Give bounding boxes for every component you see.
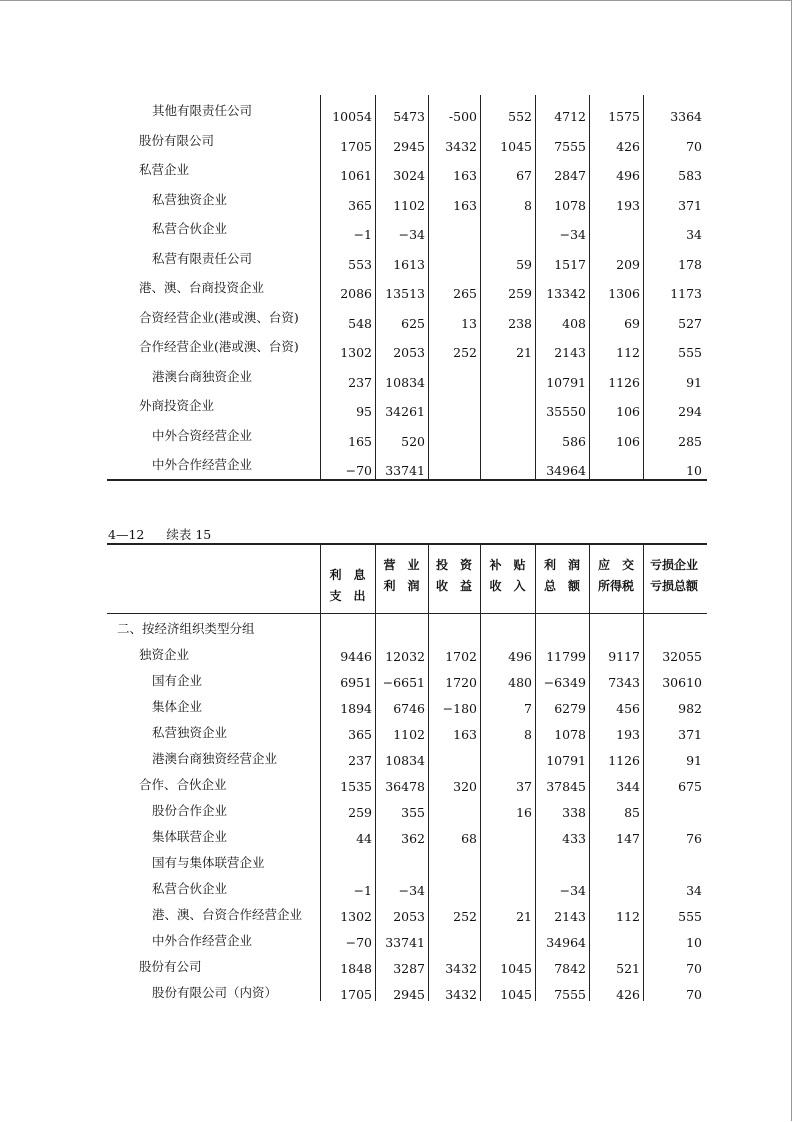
value-cell: 1705 <box>340 138 372 154</box>
table-row <box>107 745 705 771</box>
value-cell: 34 <box>686 883 702 898</box>
value-cell: 371 <box>678 727 702 742</box>
value-cell: 259 <box>508 286 532 301</box>
value-cell: 13513 <box>385 286 425 301</box>
value-cell: 252 <box>453 909 477 924</box>
row-label: 中外合作经营企业 <box>152 457 253 472</box>
value-cell <box>589 451 643 481</box>
value-cell <box>480 875 535 901</box>
column-header-line2: 支 出 <box>329 589 366 603</box>
row-label: 外商投资企业 <box>139 398 215 413</box>
column-header <box>375 555 428 597</box>
value-cell: 1302 <box>340 345 372 360</box>
value-cell: 2847 <box>554 168 586 183</box>
value-cell <box>428 927 480 953</box>
value-cell: 2053 <box>393 909 425 924</box>
value-cell: 178 <box>678 256 702 272</box>
table-row <box>107 849 705 875</box>
value-cell: 496 <box>508 649 532 664</box>
table-row <box>107 875 705 901</box>
column-header-line1: 亏损企业 <box>649 558 698 572</box>
value-cell: 9446 <box>340 649 372 664</box>
row-label: 私营合伙企业 <box>152 881 228 896</box>
value-cell: 1126 <box>608 374 640 390</box>
value-cell: 3432 <box>445 138 477 154</box>
value-cell: 1702 <box>445 649 477 664</box>
value-cell <box>428 849 480 875</box>
value-cell: 2143 <box>554 909 586 924</box>
value-cell: 85 <box>624 805 640 820</box>
table-row <box>107 304 705 334</box>
row-label: 私营独资企业 <box>152 725 228 740</box>
value-cell: 1306 <box>608 286 640 301</box>
value-cell: −1 <box>353 883 372 898</box>
value-cell: 68 <box>461 831 477 846</box>
value-cell: 237 <box>348 374 372 390</box>
column-header <box>320 565 375 607</box>
value-cell <box>480 849 535 875</box>
value-cell: 2086 <box>340 286 372 301</box>
table-row <box>107 392 705 422</box>
value-cell: 35550 <box>546 404 586 419</box>
value-cell: 1102 <box>393 197 425 213</box>
value-cell: 371 <box>678 197 702 213</box>
value-cell: −34 <box>398 227 425 242</box>
value-cell: 1045 <box>500 961 532 976</box>
value-cell: 7 <box>524 701 532 716</box>
row-label: 股份有公司 <box>139 959 202 974</box>
value-cell <box>428 392 480 422</box>
value-cell: 265 <box>453 286 477 301</box>
value-cell: 10791 <box>546 753 586 768</box>
value-cell: 32055 <box>662 649 702 664</box>
column-header <box>428 555 480 597</box>
value-cell: 365 <box>348 197 372 213</box>
value-cell: 6746 <box>393 701 425 716</box>
value-cell: 112 <box>616 909 640 924</box>
value-cell: 3287 <box>393 961 425 976</box>
value-cell: 10 <box>686 935 702 950</box>
row-label: 港澳台商独资企业 <box>152 368 253 384</box>
value-cell: −180 <box>442 701 477 716</box>
value-cell: 238 <box>508 315 532 331</box>
row-label: 国有与集体联营企业 <box>152 855 265 870</box>
table-row <box>107 215 705 245</box>
column-header <box>480 555 535 597</box>
value-cell: 193 <box>616 727 640 742</box>
value-cell: 7343 <box>608 675 640 690</box>
value-cell <box>589 875 643 901</box>
value-cell: 1535 <box>340 779 372 794</box>
value-cell: −34 <box>559 227 586 242</box>
value-cell: 21 <box>516 909 532 924</box>
row-label: 集体企业 <box>152 699 203 714</box>
value-cell: 625 <box>401 315 425 331</box>
value-cell: 33741 <box>385 935 425 950</box>
value-cell: 165 <box>348 433 372 449</box>
value-cell: 106 <box>616 433 640 449</box>
value-cell <box>643 797 705 823</box>
table-row <box>107 451 705 481</box>
value-cell <box>480 615 535 641</box>
value-cell: 91 <box>686 753 702 768</box>
value-cell: 1848 <box>340 961 372 976</box>
value-cell <box>480 451 535 481</box>
value-cell: 34964 <box>546 463 586 478</box>
value-cell: 252 <box>453 345 477 360</box>
table-row <box>107 719 705 745</box>
row-label: 合资经营企业(港或澳、台资) <box>139 309 299 325</box>
value-cell: 1045 <box>500 987 532 1002</box>
value-cell: 8 <box>524 197 532 213</box>
value-cell: 4712 <box>554 109 586 124</box>
value-cell <box>589 215 643 245</box>
value-cell: 586 <box>562 433 586 449</box>
value-cell: 285 <box>678 433 702 449</box>
table-row <box>107 771 705 797</box>
row-label: 股份有限公司（内资） <box>152 985 278 1000</box>
column-header <box>643 555 705 597</box>
value-cell: 34261 <box>385 404 425 419</box>
value-cell: 30610 <box>662 675 702 690</box>
table-row <box>107 797 705 823</box>
row-label: 港、澳、台资合作经营企业 <box>152 907 303 922</box>
column-header-line1: 利 息 <box>329 568 366 582</box>
value-cell <box>480 823 535 849</box>
row-label: 合作经营企业(港或澳、台资) <box>139 339 299 354</box>
value-cell: 1705 <box>340 987 372 1002</box>
value-cell <box>480 745 535 771</box>
value-cell: 521 <box>616 961 640 976</box>
value-cell: 320 <box>453 779 477 794</box>
column-header-line2: 亏损总额 <box>649 579 698 593</box>
row-label: 港、澳、台商投资企业 <box>139 280 265 295</box>
value-cell: 553 <box>348 256 372 272</box>
value-cell: 21 <box>516 345 532 360</box>
column-header-line1: 利 润 <box>543 558 580 572</box>
table-row <box>107 927 705 953</box>
table-row <box>107 615 705 641</box>
value-cell: 16 <box>516 805 532 820</box>
value-cell: 10054 <box>332 109 372 124</box>
table-row <box>107 97 705 127</box>
value-cell: 76 <box>686 831 702 846</box>
column-header-line2: 收 入 <box>489 579 526 593</box>
row-label: 私营有限责任公司 <box>152 250 253 266</box>
column-header-line1: 应 交 <box>597 558 634 572</box>
table-caption <box>108 525 211 543</box>
value-cell: 1126 <box>608 753 640 768</box>
column-header-line1: 投 资 <box>435 558 472 572</box>
row-label: 独资企业 <box>139 647 190 662</box>
value-cell: 480 <box>508 675 532 690</box>
value-cell <box>480 392 535 422</box>
value-cell <box>428 745 480 771</box>
value-cell <box>535 849 589 875</box>
column-header-line2: 总 额 <box>543 579 580 593</box>
value-cell: −1 <box>353 227 372 242</box>
row-label: 国有企业 <box>152 673 203 688</box>
value-cell <box>480 422 535 452</box>
header-rule <box>107 613 707 614</box>
value-cell: 209 <box>616 256 640 272</box>
value-cell: 1613 <box>393 256 425 272</box>
value-cell: 34964 <box>546 935 586 950</box>
value-cell <box>643 615 705 641</box>
table-row <box>107 274 705 304</box>
value-cell: 344 <box>616 779 640 794</box>
value-cell: 37845 <box>546 779 586 794</box>
table-number: 4—12 <box>108 527 145 542</box>
value-cell: 36478 <box>385 779 425 794</box>
value-cell: 193 <box>616 197 640 213</box>
value-cell <box>320 849 375 875</box>
value-cell: 69 <box>624 315 640 331</box>
table-row <box>107 953 705 979</box>
value-cell: 583 <box>678 168 702 183</box>
row-label: 私营独资企业 <box>152 191 228 207</box>
value-cell <box>589 615 643 641</box>
value-cell: 163 <box>453 727 477 742</box>
value-cell: 3432 <box>445 961 477 976</box>
value-cell: 34 <box>686 227 702 242</box>
value-cell <box>428 215 480 245</box>
value-cell: 7842 <box>554 961 586 976</box>
table-row <box>107 363 705 393</box>
column-header-line1: 营 业 <box>383 558 420 572</box>
value-cell: −70 <box>345 935 372 950</box>
value-cell: 552 <box>508 109 532 124</box>
value-cell: -500 <box>448 109 477 124</box>
value-cell: 3364 <box>670 109 702 124</box>
table-row <box>107 127 705 157</box>
value-cell: 7555 <box>554 987 586 1002</box>
value-cell: 2945 <box>393 138 425 154</box>
value-cell: 355 <box>401 805 425 820</box>
table-top <box>107 95 707 481</box>
table-row <box>107 979 705 1005</box>
value-cell: 95 <box>356 404 372 419</box>
value-cell: 70 <box>686 961 702 976</box>
value-cell <box>428 615 480 641</box>
value-cell: −6651 <box>382 675 425 690</box>
value-cell: 2143 <box>554 345 586 360</box>
value-cell <box>375 849 428 875</box>
value-cell <box>428 797 480 823</box>
value-cell: 163 <box>453 197 477 213</box>
value-cell: 1061 <box>340 168 372 183</box>
value-cell: −34 <box>559 883 586 898</box>
value-cell: −6349 <box>543 675 586 690</box>
column-header-line2: 所得税 <box>597 579 634 593</box>
value-cell: 5473 <box>393 109 425 124</box>
value-cell: 13 <box>461 315 477 331</box>
value-cell: −70 <box>345 463 372 478</box>
table-row <box>107 901 705 927</box>
column-header-line2: 利 润 <box>383 579 420 593</box>
value-cell: 3432 <box>445 987 477 1002</box>
value-cell: 1302 <box>340 909 372 924</box>
value-cell: 362 <box>401 831 425 846</box>
column-header-line2: 收 益 <box>435 579 472 593</box>
value-cell <box>480 363 535 393</box>
value-cell: 70 <box>686 987 702 1002</box>
row-label: 中外合作经营企业 <box>152 933 253 948</box>
value-cell: 6951 <box>340 675 372 690</box>
table-row <box>107 245 705 275</box>
value-cell: 1575 <box>608 109 640 124</box>
value-cell: 338 <box>562 805 586 820</box>
value-cell <box>480 927 535 953</box>
value-cell: 1173 <box>670 286 702 301</box>
row-label: 私营合伙企业 <box>152 221 228 236</box>
value-cell: 70 <box>686 138 702 154</box>
value-cell <box>428 451 480 481</box>
value-cell <box>589 927 643 953</box>
value-cell: 10834 <box>385 374 425 390</box>
value-cell: 11799 <box>546 649 586 664</box>
value-cell: 112 <box>616 345 640 360</box>
value-cell: 13342 <box>546 286 586 301</box>
value-cell: 520 <box>401 433 425 449</box>
value-cell: 555 <box>678 345 702 360</box>
row-label: 港澳台商独资经营企业 <box>152 751 278 766</box>
value-cell: 1078 <box>554 727 586 742</box>
value-cell: 67 <box>516 168 532 183</box>
value-cell: 548 <box>348 315 372 331</box>
value-cell: 2053 <box>393 345 425 360</box>
table-continued <box>107 543 707 1001</box>
value-cell: 3024 <box>393 168 425 183</box>
value-cell: 456 <box>616 701 640 716</box>
column-header-line1: 补 贴 <box>489 558 526 572</box>
table-row <box>107 333 705 363</box>
table-top-rule <box>107 543 707 545</box>
value-cell: 37 <box>516 779 532 794</box>
value-cell <box>480 215 535 245</box>
value-cell: 10791 <box>546 374 586 390</box>
value-cell <box>428 363 480 393</box>
value-cell: 426 <box>616 138 640 154</box>
value-cell: 982 <box>678 701 702 716</box>
value-cell: 1720 <box>445 675 477 690</box>
row-label: 合作、合伙企业 <box>139 777 227 792</box>
column-header <box>589 555 643 597</box>
row-label: 中外合资经营企业 <box>152 427 253 443</box>
value-cell: 106 <box>616 404 640 419</box>
row-label: 其他有限责任公司 <box>152 103 253 118</box>
value-cell: 9117 <box>608 649 640 664</box>
value-cell: −34 <box>398 883 425 898</box>
value-cell <box>428 245 480 275</box>
value-cell: 1078 <box>554 197 586 213</box>
value-cell: 237 <box>348 753 372 768</box>
table-row <box>107 667 705 693</box>
value-cell <box>428 422 480 452</box>
value-cell: 408 <box>562 315 586 331</box>
value-cell: 1517 <box>554 256 586 272</box>
value-cell: 8 <box>524 727 532 742</box>
value-cell: 365 <box>348 727 372 742</box>
table-row <box>107 693 705 719</box>
row-label: 二、按经济组织类型分组 <box>117 621 255 636</box>
row-label: 股份有限公司 <box>139 132 215 148</box>
value-cell <box>535 615 589 641</box>
value-cell: 59 <box>516 256 532 272</box>
row-label: 私营企业 <box>139 162 190 177</box>
value-cell <box>643 849 705 875</box>
value-cell: 496 <box>616 168 640 183</box>
value-cell: 675 <box>678 779 702 794</box>
table-row <box>107 823 705 849</box>
value-cell: 7555 <box>554 138 586 154</box>
value-cell <box>375 615 428 641</box>
table-row <box>107 186 705 216</box>
value-cell: 6279 <box>554 701 586 716</box>
value-cell <box>428 875 480 901</box>
column-header <box>535 555 589 597</box>
table-continued-label: 续表 15 <box>166 527 212 542</box>
row-label: 集体联营企业 <box>152 829 228 844</box>
value-cell: 12032 <box>385 649 425 664</box>
row-label: 股份合作企业 <box>152 803 228 818</box>
value-cell <box>589 849 643 875</box>
value-cell: 555 <box>678 909 702 924</box>
value-cell: 1102 <box>393 727 425 742</box>
value-cell: 163 <box>453 168 477 183</box>
table-row <box>107 641 705 667</box>
value-cell: 33741 <box>385 463 425 478</box>
table-row <box>107 156 705 186</box>
value-cell <box>320 615 375 641</box>
value-cell: 2945 <box>393 987 425 1002</box>
table-top-bottom-rule <box>107 479 707 481</box>
value-cell: 44 <box>356 831 372 846</box>
value-cell: 527 <box>678 315 702 331</box>
value-cell: 294 <box>678 404 702 419</box>
value-cell: 1894 <box>340 701 372 716</box>
value-cell: 433 <box>562 831 586 846</box>
value-cell: 10834 <box>385 753 425 768</box>
value-cell: 259 <box>348 805 372 820</box>
table-row <box>107 422 705 452</box>
value-cell: 1045 <box>500 138 532 154</box>
value-cell: 147 <box>616 831 640 846</box>
value-cell: 10 <box>686 463 702 478</box>
value-cell: 91 <box>686 374 702 390</box>
value-cell: 426 <box>616 987 640 1002</box>
